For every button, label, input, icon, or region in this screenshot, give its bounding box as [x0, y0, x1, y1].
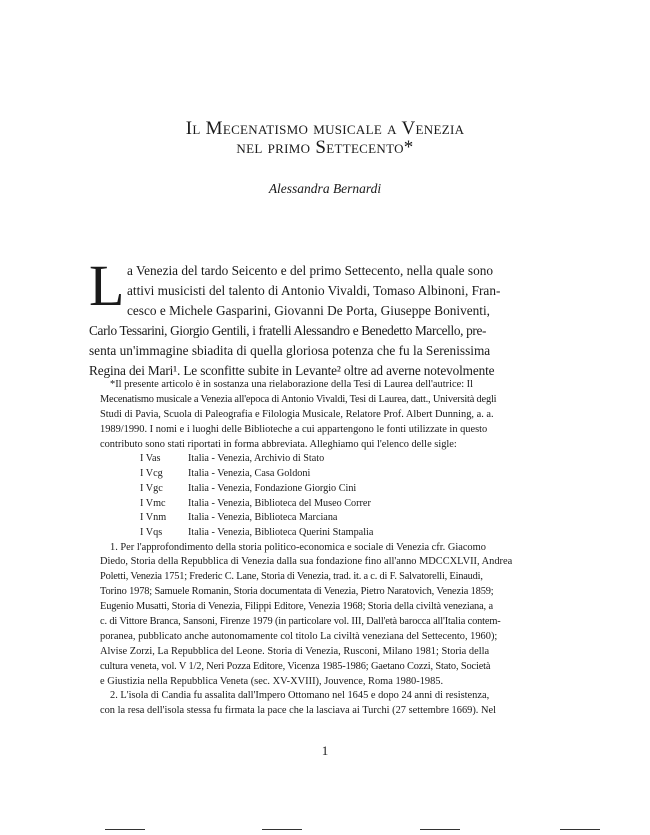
footnotes	[100, 378, 548, 719]
sigla-desc: Italia - Venezia, Biblioteca del Museo Correr	[188, 497, 371, 509]
body-line: Carlo Tessarini, Giorgio Gentili, i fratelli Alessandro e Benedetto Marcello, pre-	[89, 323, 487, 338]
footnote-line: Studi di Pavia, Scuola di Paleografia e Filologia Musicale, Relatore Prof. Albert Dunning, a. a.	[100, 408, 494, 420]
crop-mark	[560, 829, 600, 830]
footnote-line: 2. L'isola di Candia fu assalita dall'Impero Ottomano nel 1645 e dopo 24 anni di resistenza,	[110, 690, 490, 702]
sigla-code: I Vqs	[140, 526, 163, 538]
sigla-desc: Italia - Venezia, Casa Goldoni	[188, 468, 311, 480]
sigla-row	[100, 482, 548, 497]
crop-mark	[420, 829, 460, 830]
sigla-row	[100, 511, 548, 526]
sigla-desc: Italia - Venezia, Biblioteca Querini Stampalia	[188, 526, 374, 538]
crop-mark	[105, 829, 145, 830]
footnote-line: poranea, pubblicato anche autonomamente col titolo La civiltà veneziana del Settecento, 1960);	[100, 630, 498, 642]
footnote-line: 1989/1990. I nomi e i luoghi delle Biblioteche a cui appartengono le fonti utilizzate in questo	[100, 423, 488, 435]
footnote-line: c. di Vittore Branca, Sansoni, Firenze 1979 (in particolare vol. III, Dall'età barocca all'Italia contem-	[100, 616, 501, 628]
page-number: 1	[321, 743, 329, 758]
footnote-line: 1. Per l'approfondimento della storia politico-economica e sociale di Venezia cfr. Giacomo	[110, 541, 486, 553]
footnote-line: Poletti, Venezia 1751; Frederic C. Lane, Storia di Venezia, trad. it. a c. di F. Salvatorelli, Einaudi,	[100, 571, 483, 583]
footnote-line: e Giustizia nella Repubblica Veneta (sec. XV-XVIII), Jouvence, Roma 1980-1985.	[100, 675, 444, 687]
crop-mark	[262, 829, 302, 830]
footnote-line: contributo sono stati riportati in forma abbreviata. Alleghiamo qui l'elenco delle sigle:	[100, 438, 457, 450]
footnote-line: Eugenio Musatti, Storia di Venezia, Filippi Editore, Venezia 1968; Storia della civiltà veneziana, a	[100, 601, 493, 613]
sigla-code: I Vgc	[140, 482, 163, 494]
body-line: cesco e Michele Gasparini, Giovanni De Porta, Giuseppe Boniventi,	[127, 303, 490, 318]
author-name: Alessandra Bernardi	[268, 181, 382, 196]
sigla-row	[100, 452, 548, 467]
sigla-code: I Vnm	[140, 512, 167, 524]
footnote-line: Alvise Zorzi, La Repubblica del Leone. Storia di Venezia, Rusconi, Milano 1981; Storia della	[100, 645, 490, 657]
sigla-desc: Italia - Venezia, Archivio di Stato	[188, 453, 325, 465]
sigla-code: I Vcg	[140, 468, 163, 480]
sigla-desc: Italia - Venezia, Fondazione Giorgio Cini	[188, 482, 357, 494]
body-line: Regina dei Mari¹. Le sconfitte subite in Levante² oltre ad averne notevolmente	[89, 363, 495, 378]
body-line: attivi musicisti del talento di Antonio Vivaldi, Tomaso Albinoni, Fran-	[127, 283, 501, 298]
body-paragraph	[89, 253, 548, 381]
footnote-line: Torino 1978; Samuele Romanin, Storia documentata di Venezia, Pietro Naratovich, Venezia 1859;	[100, 586, 494, 598]
sigla-desc: Italia - Venezia, Biblioteca Marciana	[188, 512, 338, 524]
article-title-line-1: Il Mecenatismo musicale a Venezia	[185, 118, 465, 139]
footnote-line: cultura veneta, vol. V 1/2, Neri Pozza Editore, Vicenza 1985-1986; Gaetano Cozzi, Stato, Società	[100, 660, 491, 672]
sigla-row	[100, 467, 548, 482]
drop-cap: L	[89, 253, 125, 318]
footnote-line: *Il presente articolo è in sostanza una rielaborazione della Tesi di Laurea dell'autrice: Il	[110, 379, 474, 390]
sigla-code: I Vas	[140, 453, 161, 465]
footnote-line: con la resa dell'isola stessa fu firmata la pace che la lasciava ai Turchi (27 settembre 1669). Nel	[100, 705, 496, 717]
article-title-line-2: nel primo Settecento*	[236, 137, 414, 158]
sigla-row	[100, 497, 548, 512]
footnote-line: Diedo, Storia della Repubblica di Venezia dalla sua fondazione fino all'anno MDCCXLVII, Andrea	[100, 556, 513, 568]
sigla-code: I Vmc	[140, 497, 166, 509]
sigla-row	[100, 526, 548, 541]
body-line: a Venezia del tardo Seicento e del primo Settecento, nella quale sono	[127, 263, 494, 278]
body-line: senta un'immagine sbiadita di quella gloriosa potenza che fu la Serenissima	[89, 343, 491, 358]
footnote-line: Mecenatismo musicale a Venezia all'epoca di Antonio Vivaldi, Tesi di Laurea, datt., Università degli	[100, 393, 497, 405]
